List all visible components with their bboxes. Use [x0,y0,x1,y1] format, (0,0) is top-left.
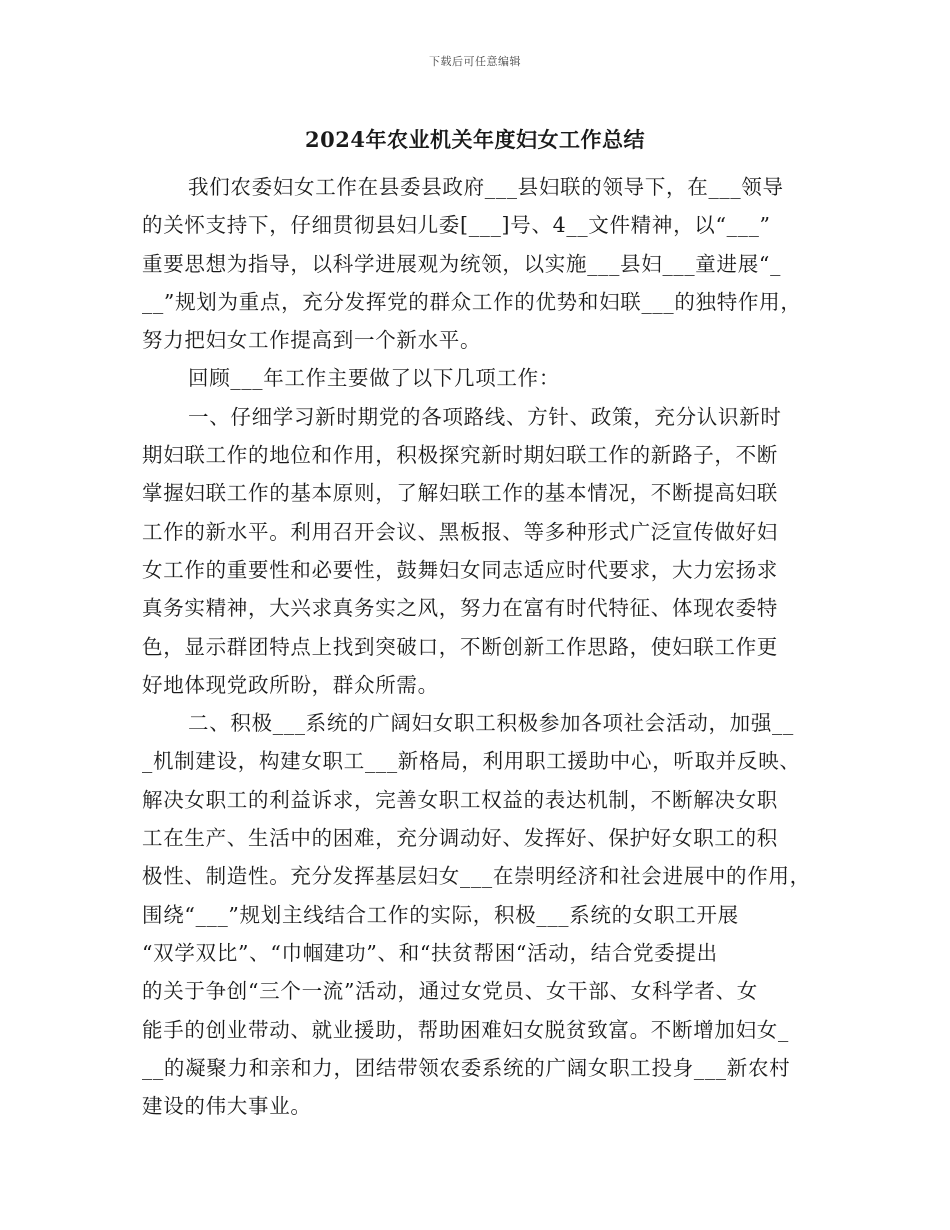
text-line: _机制建设，构建女职工___新格局，利用职工援助中心，听取并反映、 [142,749,801,774]
text-line: 极性、制造性。充分发挥基层妇女___在崇明经济和社会进展中的作用， [142,864,811,889]
text-line: 女工作的重要性和必要性，鼓舞妇女同志适应时代要求，大力宏扬求 [142,557,778,582]
text-line: 工作的新水平。利用召开会议、黑板报、等多种形式广泛宣传做好妇 [142,519,778,544]
text-line: 努力把妇女工作提高到一个新水平。 [142,328,482,353]
text-line: “双学双比”、“巾帼建功”、和“扶贫帮困“活动，结合党委提出 [142,940,718,965]
text-line: 掌握妇联工作的基本原则，了解妇联工作的基本情况，不断提高妇联 [142,481,778,506]
text-line: 的关怀支持下，仔细贯彻县妇儿委[___]号、4__文件精神，以“___” [142,213,771,238]
text-line: __”规划为重点，充分发挥党的群众工作的优势和妇联___的独特作用， [142,289,802,314]
text-line: 期妇联工作的地位和作用，积极探究新时期妇联工作的新路子，不断 [142,443,778,468]
text-line: 解决女职工的利益诉求，完善女职工权益的表达机制，不断解决女职 [142,787,778,812]
text-line: 的关于争创“三个一流”活动，通过女党员、女干部、女科学者、女 [142,979,758,1004]
text-line: 回顾___年工作主要做了以下几项工作： [188,366,561,391]
text-line: __的凝聚力和亲和力，团结带领农委系统的广阔女职工投身___新农村 [142,1055,791,1080]
text-line: 好地体现党政所盼，群众所需。 [142,672,439,697]
text-line: 真务实精神，大兴求真务实之风，努力在富有时代特征、体现农委特 [142,596,778,621]
page-header-note: 下载后可任意编辑 [429,55,521,68]
text-line: 重要思想为指导，以科学进展观为统领，以实施___县妇___童进展“_ [142,251,782,276]
text-line: 围绕“___”规划主线结合工作的实际，积极___系统的女职工开展 [142,902,739,927]
text-line: 色，显示群团特点上找到突破口，不断创新工作思路，使妇联工作更 [142,634,778,659]
document-body [142,168,812,1125]
text-line: 二、积极___系统的广阔妇女职工积极参加各项社会活动，加强__ [188,711,794,736]
text-line: 一、仔细学习新时期党的各项路线、方针、政策，充分认识新时 [188,404,782,429]
text-line: 工在生产、生活中的困难，充分调动好、发挥好、保护好女职工的积 [142,826,778,851]
text-line: 我们农委妇女工作在县委县政府___县妇联的领导下，在___领导 [188,175,784,199]
document-title: 2024年农业机关年度妇女工作总结 [305,127,645,152]
text-line: 建设的伟大事业。 [142,1094,312,1119]
text-line: 能手的创业带动、就业援助，帮助困难妇女脱贫致富。不断增加妇女_ [142,1017,789,1042]
